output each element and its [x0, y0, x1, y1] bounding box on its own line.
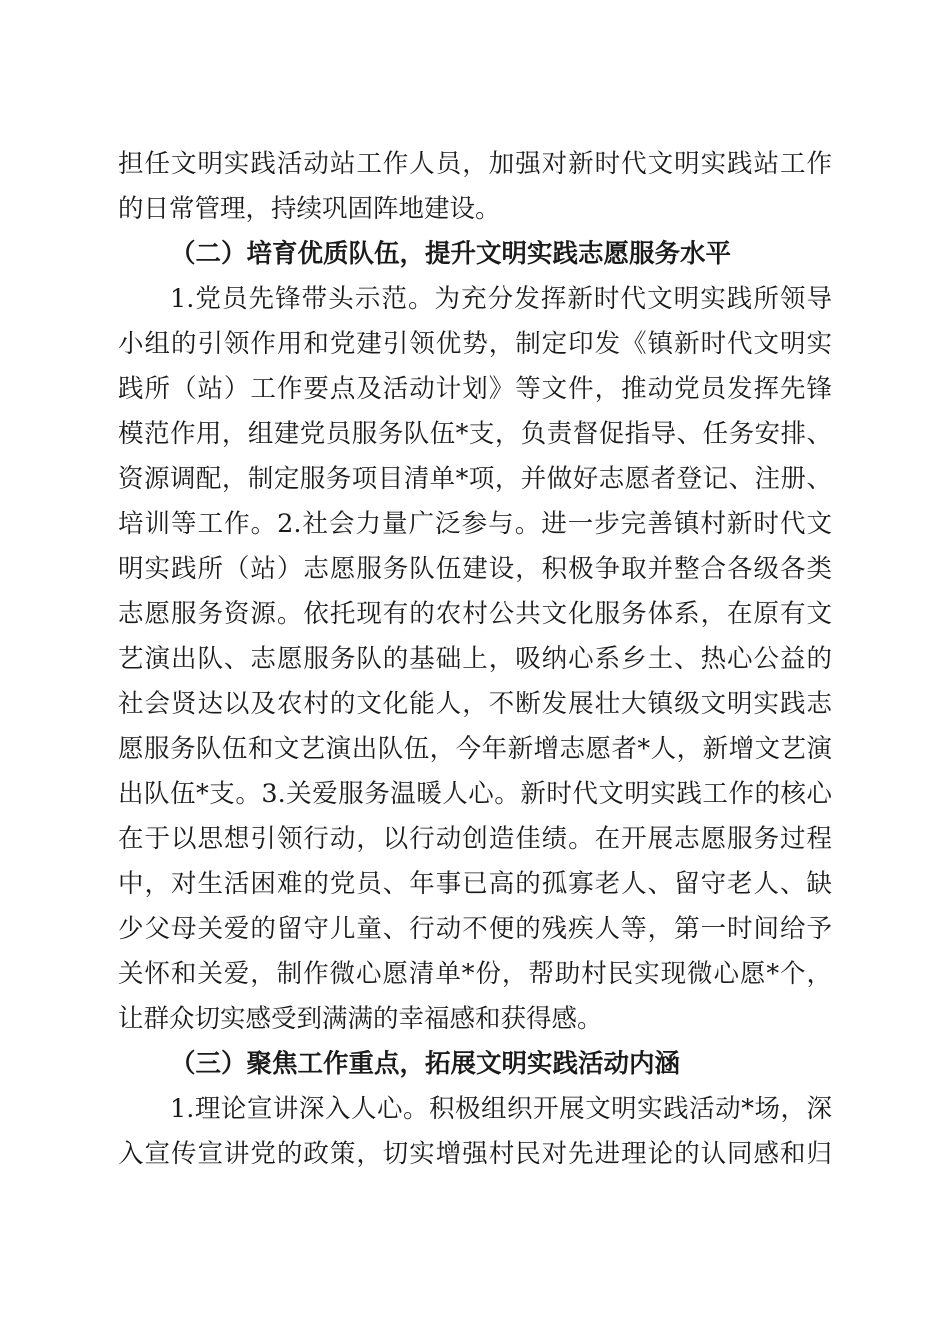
body-text-line: 1.理论宣讲深入人心。积极组织开展文明实践活动*场，深 [170, 1094, 832, 1124]
body-text-line: 出队伍*支。3.关爱服务温暖人心。新时代文明实践工作的核心 [118, 779, 832, 809]
body-text-line: 志愿服务资源。依托现有的农村公共文化服务体系，在原有文 [118, 599, 832, 629]
body-text-line: 模范作用，组建党员服务队伍*支，负责督促指导、任务安排、 [118, 419, 832, 449]
body-text-line: 明实践所（站）志愿服务队伍建设，积极争取并整合各级各类 [118, 554, 832, 584]
body-text-line: 艺演出队、志愿服务队的基础上，吸纳心系乡土、热心公益的 [118, 644, 832, 674]
body-text-line: 愿服务队伍和文艺演出队伍，今年新增志愿者*人，新增文艺演 [118, 734, 832, 764]
body-text-line: 在于以思想引领行动，以行动创造佳绩。在开展志愿服务过程 [118, 824, 832, 854]
body-text-line: 的日常管理，持续巩固阵地建设。 [118, 194, 501, 224]
body-text-line: 社会贤达以及农村的文化能人，不断发展壮大镇级文明实践志 [118, 689, 832, 719]
body-text-line: 担任文明实践活动站工作人员，加强对新时代文明实践站工作 [118, 149, 832, 179]
body-text-line: 小组的引领作用和党建引领优势，制定印发《镇新时代文明实 [118, 329, 832, 359]
section-heading-3: （三）聚焦工作重点，拓展文明实践活动内涵 [170, 1049, 681, 1079]
body-text-line: 少父母关爱的留守儿童、行动不便的残疾人等，第一时间给予 [118, 914, 832, 944]
body-text-line: 中，对生活困难的党员、年事已高的孤寡老人、留守老人、缺 [118, 869, 832, 899]
body-text-line: 培训等工作。2.社会力量广泛参与。进一步完善镇村新时代文 [118, 509, 832, 539]
body-text-line: 资源调配，制定服务项目清单*项，并做好志愿者登记、注册、 [118, 464, 832, 494]
section-heading-2: （二）培育优质队伍，提升文明实践志愿服务水平 [170, 239, 732, 269]
body-text-line: 关怀和关爱，制作微心愿清单*份，帮助村民实现微心愿*个， [118, 959, 832, 989]
body-text-line: 践所（站）工作要点及活动计划》等文件，推动党员发挥先锋 [118, 374, 832, 404]
body-text-line: 1.党员先锋带头示范。为充分发挥新时代文明实践所领导 [170, 284, 832, 314]
body-text-line: 让群众切实感受到满满的幸福感和获得感。 [118, 1004, 603, 1034]
body-text-line: 入宣传宣讲党的政策，切实增强村民对先进理论的认同感和归 [118, 1139, 832, 1169]
